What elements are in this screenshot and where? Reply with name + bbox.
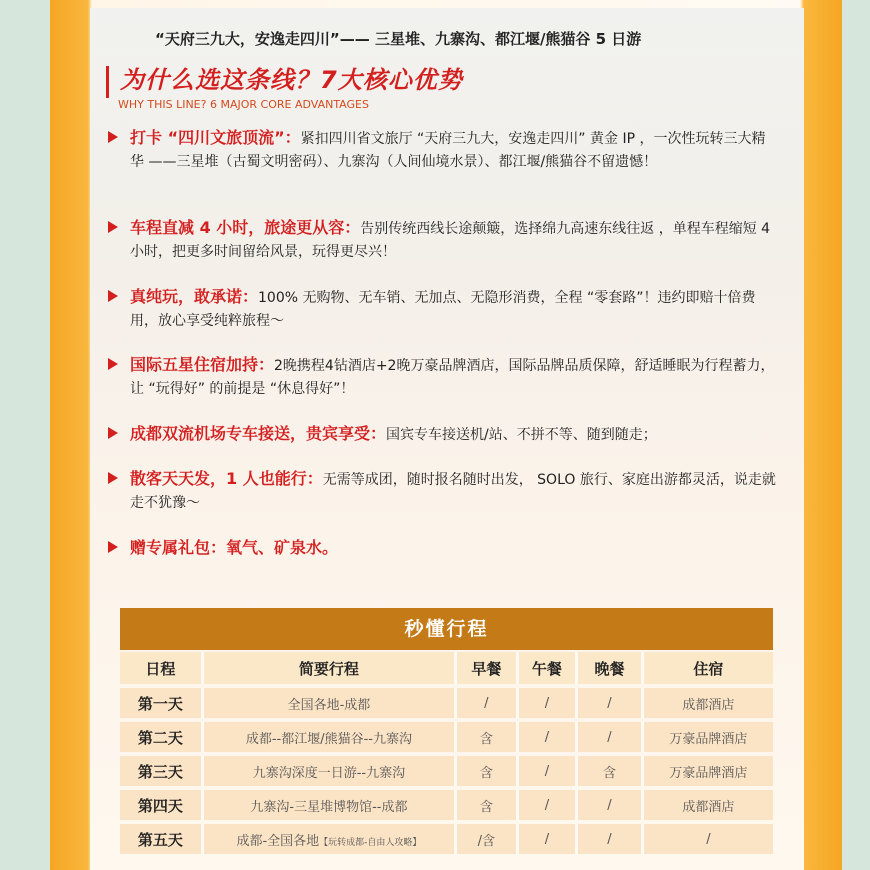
- section-marker: [106, 66, 109, 98]
- page-background-left: [0, 0, 50, 870]
- advantage-item: [108, 126, 778, 174]
- header-dinner: 晚餐: [578, 652, 644, 684]
- advantage-body: 国宾专车接送机/站、不拼不等、随到随走；: [386, 427, 657, 443]
- cell-breakfast: 含: [457, 722, 519, 752]
- arrow-icon: [108, 221, 118, 233]
- cell-dinner: /: [578, 824, 644, 854]
- cell-lunch: /: [519, 756, 579, 786]
- cell-route: 九寨沟-三星堆博物馆--成都: [204, 790, 457, 820]
- advantage-heading: 国际五星住宿加持：: [130, 355, 275, 374]
- cell-breakfast: 含: [457, 756, 519, 786]
- cell-hotel: 成都酒店: [644, 790, 773, 820]
- cell-dinner: /: [578, 790, 644, 820]
- cell-dinner: 含: [578, 756, 644, 786]
- header-hotel: 住宿: [644, 652, 773, 684]
- arrow-icon: [108, 541, 118, 553]
- arrow-icon: [108, 290, 118, 302]
- cell-breakfast: /: [457, 688, 519, 718]
- table-row: [120, 756, 773, 786]
- advantage-body: 告别传统西线长途颠簸，选择绵九高速东线往返 ，单程车程缩短 4 小时，把更多时间留给风景，玩得更尽兴！: [130, 221, 771, 260]
- header-route: 简要行程: [204, 652, 457, 684]
- page-headline: “天府三九大，安逸走四川”—— 三星堆、九寨沟、都江堰/熊猫谷 5 日游: [155, 30, 642, 48]
- arrow-icon: [108, 427, 118, 439]
- advantage-body: 无需等成团，随时报名随时出发， SOLO 旅行、家庭出游都灵活，说走就走不犹豫～: [130, 472, 776, 511]
- cell-hotel: 万豪品牌酒店: [644, 756, 773, 786]
- route-text: 成都-全国各地: [236, 833, 320, 849]
- header-lunch: 午餐: [519, 652, 579, 684]
- advantage-body: 2晚携程4钻酒店+2晚万豪品牌酒店，国际品牌品质保障，舒适睡眠为行程蓄力，让 “玩得好” 的前提是 “休息得好”！: [130, 358, 775, 397]
- cell-breakfast: /含: [457, 824, 519, 854]
- advantage-item: [108, 216, 778, 264]
- itinerary-title: 秒懂行程: [120, 608, 773, 650]
- advantage-heading: 真纯玩，敢承诺：: [130, 287, 259, 306]
- cell-day: 第一天: [120, 688, 204, 718]
- table-row: [120, 722, 773, 752]
- cell-day: 第四天: [120, 790, 204, 820]
- cell-day: 第五天: [120, 824, 204, 854]
- cell-dinner: /: [578, 688, 644, 718]
- cell-hotel: 万豪品牌酒店: [644, 722, 773, 752]
- table-row: [120, 824, 773, 854]
- arrow-icon: [108, 358, 118, 370]
- advantage-heading: 车程直减 4 小时，旅途更从容：: [130, 218, 361, 237]
- cell-dinner: /: [578, 722, 644, 752]
- cell-route: 九寨沟深度一日游--九寨沟: [204, 756, 457, 786]
- section-title: 为什么选这条线？7大核心优势: [120, 66, 463, 94]
- cell-lunch: /: [519, 688, 579, 718]
- advantage-item: [108, 353, 778, 401]
- cell-hotel: 成都酒店: [644, 688, 773, 718]
- route-note: 【玩转成都-自由人攻略】: [319, 837, 422, 848]
- cell-day: 第三天: [120, 756, 204, 786]
- advantage-item: [108, 422, 778, 447]
- header-breakfast: 早餐: [457, 652, 519, 684]
- arrow-icon: [108, 472, 118, 484]
- cell-route: 成都--都江堰/熊猫谷--九寨沟: [204, 722, 457, 752]
- advantage-item: [108, 467, 778, 515]
- cell-breakfast: 含: [457, 790, 519, 820]
- cell-lunch: /: [519, 824, 579, 854]
- advantage-body: 100% 无购物、无车销、无加点、无隐形消费，全程 “零套路”！违约即赔十倍费用，放心享受纯粹旅程～: [130, 290, 756, 329]
- advantage-item: [108, 285, 778, 333]
- section-subtitle: WHY THIS LINE? 6 MAJOR CORE ADVANTAGES: [118, 98, 369, 111]
- cell-hotel: /: [644, 824, 773, 854]
- advantage-body: 紧扣四川省文旅厅 “天府三九大，安逸走四川” 黄金 IP ，一次性玩转三大精华 ——三星堆（古蜀文明密码）、九寨沟（人间仙境水景）、都江堰/熊猫谷不留遗憾！: [130, 131, 766, 170]
- page-background-right: [842, 0, 870, 870]
- header-day: 日程: [120, 652, 204, 684]
- advantage-heading: 散客天天发，1 人也能行：: [130, 469, 323, 488]
- cell-route: [204, 824, 457, 854]
- advantage-item: [108, 536, 778, 561]
- cell-lunch: /: [519, 722, 579, 752]
- table-row: [120, 688, 773, 718]
- cell-day: 第二天: [120, 722, 204, 752]
- advantage-heading: 赠专属礼包：氧气、矿泉水。: [130, 538, 339, 557]
- cell-route: 全国各地-成都: [204, 688, 457, 718]
- arrow-icon: [108, 131, 118, 143]
- table-row: [120, 790, 773, 820]
- advantage-heading: 成都双流机场专车接送，贵宾享受：: [130, 424, 387, 443]
- cell-lunch: /: [519, 790, 579, 820]
- itinerary-table: [120, 608, 773, 858]
- advantage-heading: 打卡 “四川文旅顶流”：: [130, 128, 301, 147]
